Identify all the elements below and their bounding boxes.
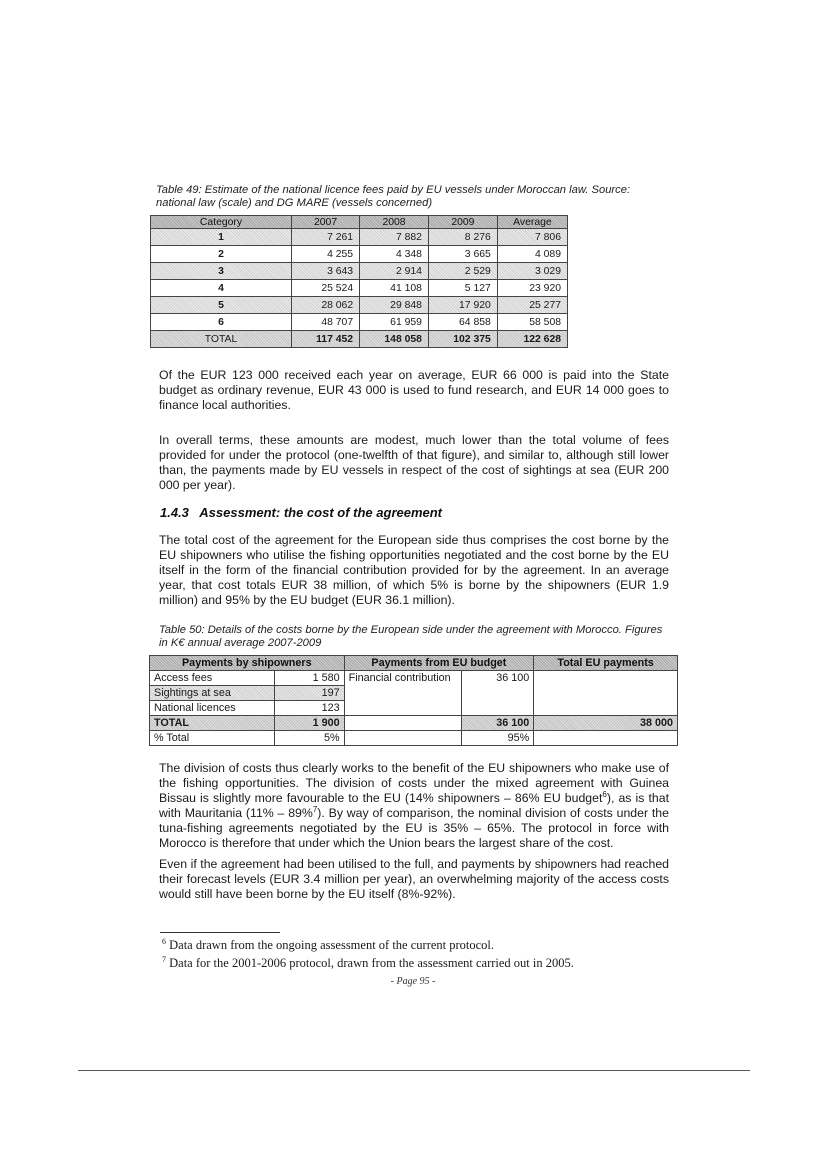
- section-heading: [160, 505, 670, 520]
- table50-cell: 1 900: [274, 716, 344, 731]
- table50-cell: 123: [274, 701, 344, 716]
- table50-cell: Financial contribution: [344, 671, 462, 686]
- table49-cell: 7 806: [497, 229, 567, 246]
- table50-cell: 1 580: [274, 671, 344, 686]
- table50-cell: 197: [274, 686, 344, 701]
- table50-cell: 5%: [274, 731, 344, 746]
- page-bottom-divider: [78, 1070, 750, 1071]
- table49-cell: 61 959: [360, 314, 429, 331]
- table-row: [151, 229, 568, 246]
- table50-header-row: [150, 656, 678, 671]
- table-row: [150, 686, 678, 701]
- page-number: - Page 95 -: [390, 976, 436, 987]
- table49-cell: 8 276: [428, 229, 497, 246]
- table49-cell: 148 058: [360, 331, 429, 348]
- table50-cell: % Total: [150, 731, 275, 746]
- table-row: [151, 246, 568, 263]
- section-number: 1.4.3: [160, 505, 189, 520]
- table49-cell: 48 707: [292, 314, 360, 331]
- table49-cell: 25 524: [292, 280, 360, 297]
- table49-cell: 117 452: [292, 331, 360, 348]
- table50-header-shipowners: Payments by shipowners: [150, 656, 345, 671]
- table49-cell: 4: [151, 280, 292, 297]
- table49-cell: 25 277: [497, 297, 567, 314]
- paragraph-text: The division of costs thus clearly works to the benefit of the EU shipowners who make use of the fishing opportunities. The division of costs under the mixed agreement with Guinea Bissau is slightly more favourable to the EU (14% shipowners – 86% EU budget: [159, 761, 669, 805]
- paragraph: [159, 761, 669, 851]
- footnote-ref: 7: [312, 804, 318, 814]
- table50-cell: [344, 701, 462, 716]
- section-title: Assessment: the cost of the agreement: [199, 505, 443, 520]
- paragraph-text: ), as is that with Mauritania (11% – 89%: [159, 791, 670, 820]
- table-row: [151, 314, 568, 331]
- table49-cell: 41 108: [360, 280, 429, 297]
- table49-cell: 6: [151, 314, 292, 331]
- table49-cell: 17 920: [428, 297, 497, 314]
- table49-cell: 122 628: [497, 331, 567, 348]
- table50-header-total: Total EU payments: [534, 656, 678, 671]
- paragraph-text: ). By way of comparison, the nominal division of costs under the tuna-fishing agreements negotiated by the EU is 35% – 65%. The protocol in force with Morocco is therefore that under which the Union bears the largest share of the cost.: [159, 806, 669, 850]
- table50-cell: [534, 701, 678, 716]
- footnote-number: 7: [162, 955, 166, 964]
- table50-cell: [344, 686, 462, 701]
- table49-cell: 7 882: [360, 229, 429, 246]
- table50-cell: [462, 686, 534, 701]
- table50-cell: [344, 731, 462, 746]
- table49-cell: 28 062: [292, 297, 360, 314]
- footnote-text: Data drawn from the ongoing assessment of the current protocol.: [169, 938, 495, 953]
- table50-cell: [344, 716, 462, 731]
- table-row: [150, 731, 678, 746]
- table49-cell: 2 914: [360, 263, 429, 280]
- table49-header-2007: 2007: [292, 216, 360, 229]
- table49-cell: 4 089: [497, 246, 567, 263]
- table49-cell: 3: [151, 263, 292, 280]
- table50-cell: [534, 686, 678, 701]
- table49-cell: 1: [151, 229, 292, 246]
- table50-cell: [534, 671, 678, 686]
- table-50: [149, 655, 678, 746]
- table-row: [151, 263, 568, 280]
- table50-cell: TOTAL: [150, 716, 275, 731]
- table49-cell: 5 127: [428, 280, 497, 297]
- table50-cell: 95%: [462, 731, 534, 746]
- table50-cell: Access fees: [150, 671, 275, 686]
- paragraph: Even if the agreement had been utilised to the full, and payments by shipowners had reached their forecast levels (EUR 3.4 million per year), an overwhelming majority of the access costs would still have been borne by the EU itself (8%-92%).: [159, 857, 669, 901]
- table50-cell: 36 100: [462, 671, 534, 686]
- table49-cell: 102 375: [428, 331, 497, 348]
- table49-cell: 3 665: [428, 246, 497, 263]
- table49-cell: 58 508: [497, 314, 567, 331]
- table50-cell: Sightings at sea: [150, 686, 275, 701]
- table50-cell: 38 000: [534, 716, 678, 731]
- table49-cell: 5: [151, 297, 292, 314]
- table-row: [150, 671, 678, 686]
- footnote: [162, 937, 682, 953]
- table49-cell: 64 858: [428, 314, 497, 331]
- table49-cell: 2 529: [428, 263, 497, 280]
- table50-total-row: [150, 716, 678, 731]
- table50-caption: Table 50: Details of the costs borne by the European side under the agreement with Morocco. Figures in K€ annual average 2007-2009: [159, 624, 663, 649]
- table50-cell: [462, 701, 534, 716]
- table49-header-2008: 2008: [360, 216, 429, 229]
- table49-cell: 2: [151, 246, 292, 263]
- table49-cell: 3 643: [292, 263, 360, 280]
- footnote-number: 6: [162, 937, 166, 946]
- table-row: [150, 701, 678, 716]
- footnote-ref: 6: [602, 789, 607, 799]
- footnote-text: Data for the 2001-2006 protocol, drawn from the assessment carried out in 2005.: [169, 956, 574, 971]
- paragraph: Of the EUR 123 000 received each year on average, EUR 66 000 is paid into the State budget as ordinary revenue, EUR 43 000 is used to fund research, and EUR 14 000 goes to finance local authorities.: [159, 368, 669, 412]
- table50-cell: 36 100: [462, 716, 534, 731]
- table49-cell: 23 920: [497, 280, 567, 297]
- table49-header-2009: 2009: [428, 216, 497, 229]
- footnote-divider: [160, 932, 280, 933]
- table-row: [151, 280, 568, 297]
- table49-cell: 7 261: [292, 229, 360, 246]
- table49-cell: TOTAL: [151, 331, 292, 348]
- table49-total-row: [151, 331, 568, 348]
- table49-cell: 29 848: [360, 297, 429, 314]
- table50-header-eu-budget: Payments from EU budget: [344, 656, 534, 671]
- table49-cell: 4 348: [360, 246, 429, 263]
- table49-header-average: Average: [497, 216, 567, 229]
- table49-cell: 3 029: [497, 263, 567, 280]
- table-49: [150, 215, 568, 348]
- table-row: [151, 297, 568, 314]
- table49-caption: Table 49: Estimate of the national licence fees paid by EU vessels under Moroccan law. Source: national law (scale) and DG MARE (vessels concerned): [156, 184, 631, 209]
- table50-cell: [534, 731, 678, 746]
- table49-header-row: [151, 216, 568, 229]
- footnote: [162, 955, 682, 971]
- paragraph: The total cost of the agreement for the European side thus comprises the cost borne by the EU shipowners who utilise the fishing opportunities negotiated and the cost borne by the EU itself in the form of the financial contribution provided for by the agreement. In an average year, that cost totals EUR 38 million, of which 5% is borne by the shipowners (EUR 1.9 million) and 95% by the EU budget (EUR 36.1 million).: [159, 533, 669, 607]
- table50-cell: National licences: [150, 701, 275, 716]
- table49-cell: 4 255: [292, 246, 360, 263]
- paragraph: In overall terms, these amounts are modest, much lower than the total volume of fees provided for under the protocol (one-twelfth of that figure), and similar to, although still lower than, the payments made by EU vessels in respect of the cost of sightings at sea (EUR 200 000 per year).: [159, 433, 669, 492]
- table49-header-category: Category: [151, 216, 292, 229]
